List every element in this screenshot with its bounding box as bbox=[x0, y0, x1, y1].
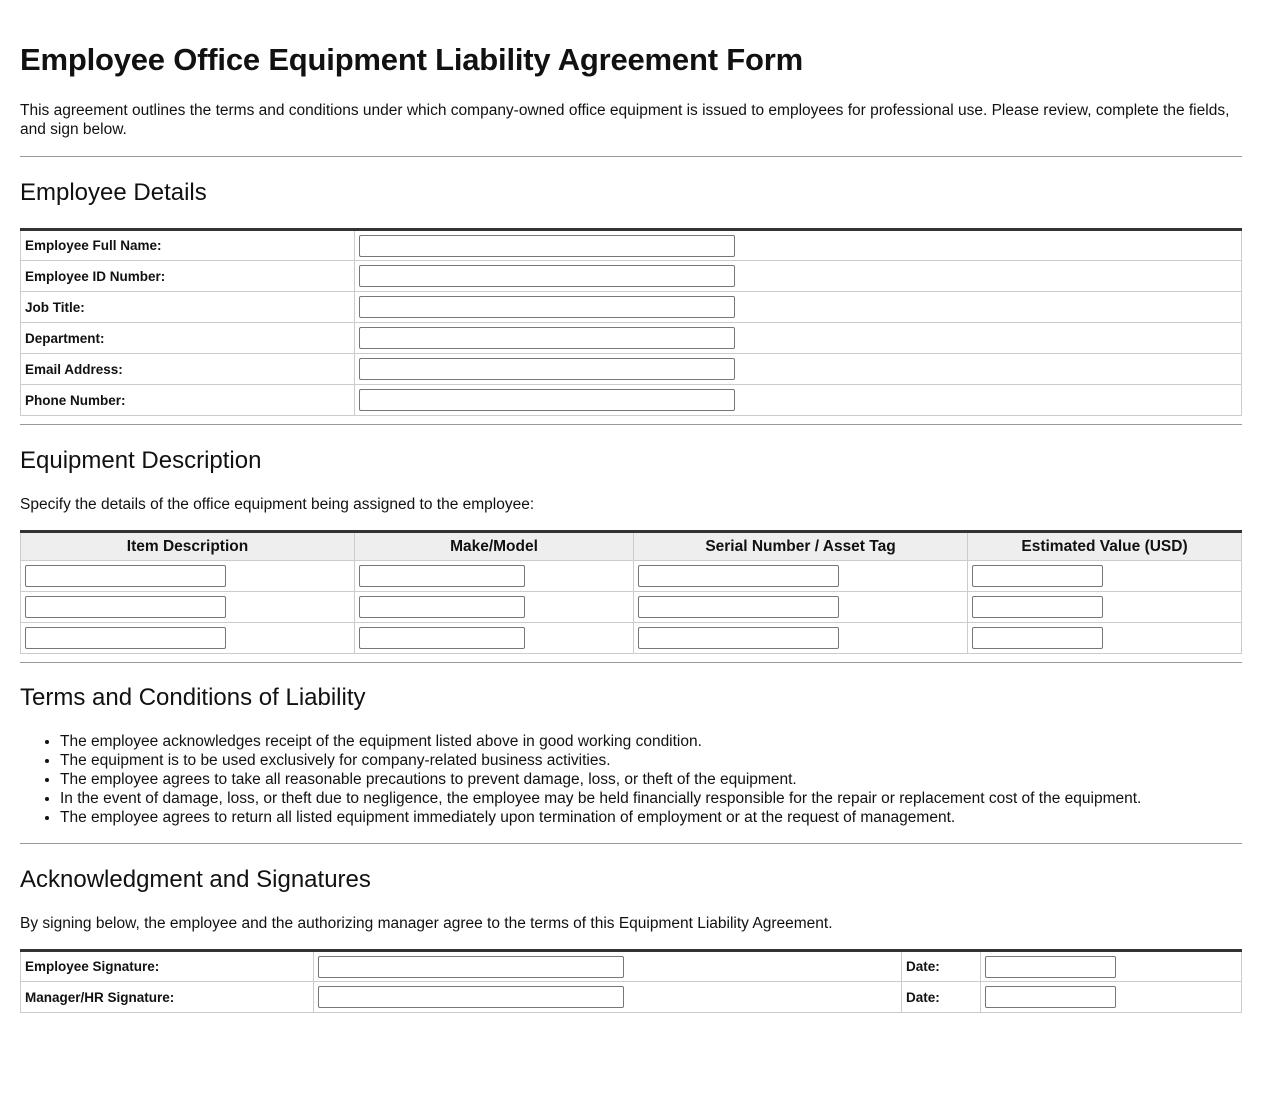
table-row bbox=[21, 982, 1242, 1013]
department-label: Department: bbox=[21, 323, 355, 354]
equipment-table bbox=[20, 530, 1242, 654]
make-model-input[interactable] bbox=[359, 565, 525, 587]
terms-heading: Terms and Conditions of Liability bbox=[20, 684, 366, 711]
intro-text: This agreement outlines the terms and conditions under which company-owned office equipment is issued to employees for professional use. Please review, complete the fields, and sign below. bbox=[20, 102, 1230, 138]
list-item: • The employee agrees to return all listed equipment immediately upon termination of employment or at the request of management. bbox=[60, 808, 1242, 827]
employee-signature-input[interactable] bbox=[318, 956, 624, 978]
table-row bbox=[21, 261, 1242, 292]
estimated-value-input[interactable] bbox=[972, 596, 1103, 618]
employee-full-name-label: Employee Full Name: bbox=[21, 230, 355, 261]
table-row bbox=[21, 385, 1242, 416]
job-title-label: Job Title: bbox=[21, 292, 355, 323]
equipment-description-heading: Equipment Description bbox=[20, 447, 262, 474]
employee-id-label: Employee ID Number: bbox=[21, 261, 355, 292]
divider bbox=[20, 843, 1242, 844]
column-header-estimated-value: Estimated Value (USD) bbox=[968, 532, 1242, 561]
divider bbox=[20, 662, 1242, 663]
employee-details-table bbox=[20, 228, 1242, 416]
department-input[interactable] bbox=[359, 327, 735, 349]
signatures-heading: Acknowledgment and Signatures bbox=[20, 866, 371, 893]
page-title: Employee Office Equipment Liability Agreement Form bbox=[20, 42, 803, 77]
list-item: • The employee agrees to take all reasonable precautions to prevent damage, loss, or theft of the equipment. bbox=[60, 770, 1242, 789]
item-description-input[interactable] bbox=[25, 596, 226, 618]
table-row bbox=[21, 230, 1242, 261]
make-model-input[interactable] bbox=[359, 627, 525, 649]
list-item: • In the event of damage, loss, or theft due to negligence, the employee may be held financially responsible for the repair or replacement cost of the equipment. bbox=[60, 789, 1242, 808]
manager-date-label: Date: bbox=[902, 982, 981, 1013]
column-header-item-description: Item Description bbox=[21, 532, 355, 561]
estimated-value-input[interactable] bbox=[972, 565, 1103, 587]
table-row bbox=[21, 592, 1242, 623]
manager-date-input[interactable] bbox=[985, 986, 1116, 1008]
equipment-description-text: Specify the details of the office equipment being assigned to the employee: bbox=[20, 496, 535, 513]
terms-list bbox=[20, 732, 1242, 827]
email-address-input[interactable] bbox=[359, 358, 735, 380]
manager-signature-input[interactable] bbox=[318, 986, 624, 1008]
email-address-label: Email Address: bbox=[21, 354, 355, 385]
serial-number-input[interactable] bbox=[638, 596, 839, 618]
table-row bbox=[21, 292, 1242, 323]
make-model-input[interactable] bbox=[359, 596, 525, 618]
employee-id-input[interactable] bbox=[359, 265, 735, 287]
employee-date-label: Date: bbox=[902, 951, 981, 982]
item-description-input[interactable] bbox=[25, 565, 226, 587]
phone-number-label: Phone Number: bbox=[21, 385, 355, 416]
divider bbox=[20, 156, 1242, 157]
serial-number-input[interactable] bbox=[638, 565, 839, 587]
estimated-value-input[interactable] bbox=[972, 627, 1103, 649]
list-item: • The equipment is to be used exclusively for company-related business activities. bbox=[60, 751, 1242, 770]
employee-date-input[interactable] bbox=[985, 956, 1116, 978]
employee-signature-label: Employee Signature: bbox=[21, 951, 314, 982]
signatures-table bbox=[20, 949, 1242, 1013]
signatures-description: By signing below, the employee and the authorizing manager agree to the terms of this Equipment Liability Agreement. bbox=[20, 915, 833, 932]
table-row bbox=[21, 323, 1242, 354]
phone-number-input[interactable] bbox=[359, 389, 735, 411]
job-title-input[interactable] bbox=[359, 296, 735, 318]
table-row bbox=[21, 951, 1242, 982]
manager-signature-label: Manager/HR Signature: bbox=[21, 982, 314, 1013]
list-item: • The employee acknowledges receipt of the equipment listed above in good working condition. bbox=[60, 732, 1242, 751]
column-header-make-model: Make/Model bbox=[355, 532, 634, 561]
serial-number-input[interactable] bbox=[638, 627, 839, 649]
employee-full-name-input[interactable] bbox=[359, 235, 735, 257]
item-description-input[interactable] bbox=[25, 627, 226, 649]
divider bbox=[20, 424, 1242, 425]
employee-details-heading: Employee Details bbox=[20, 179, 207, 206]
table-row bbox=[21, 623, 1242, 654]
table-row bbox=[21, 354, 1242, 385]
table-header-row bbox=[21, 532, 1242, 561]
table-row bbox=[21, 561, 1242, 592]
column-header-serial-number: Serial Number / Asset Tag bbox=[634, 532, 968, 561]
